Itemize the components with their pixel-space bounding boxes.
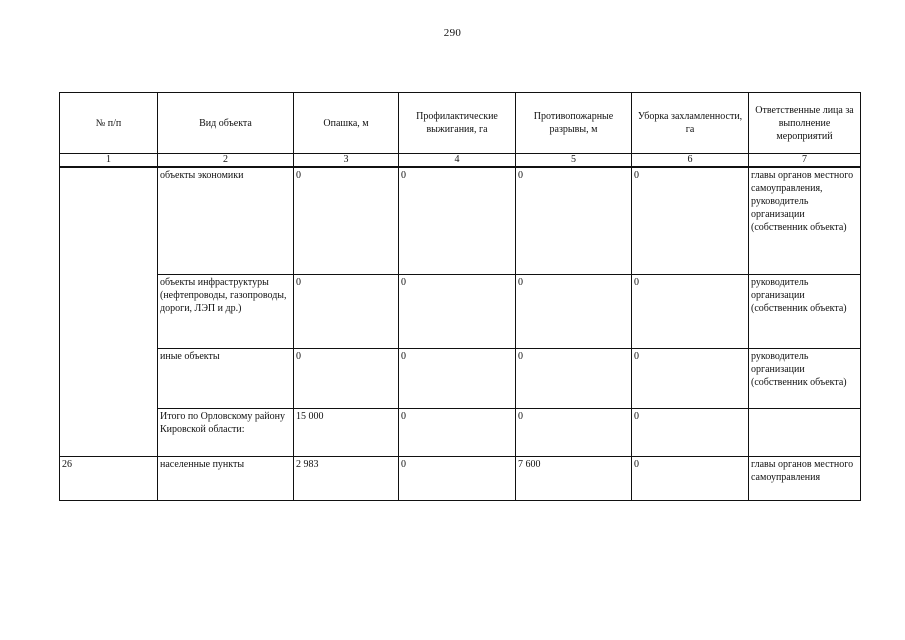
header-cleanup: Уборка захламленности, га — [632, 93, 749, 154]
measures-table — [59, 92, 861, 501]
column-number: 4 — [399, 154, 516, 168]
burning-cell: 0 — [399, 275, 516, 349]
responsible-cell — [749, 409, 861, 457]
cleanup-cell: 0 — [632, 275, 749, 349]
header-plowing: Опашка, м — [294, 93, 399, 154]
header-firebreaks: Противопожарные разрывы, м — [516, 93, 632, 154]
table-row — [60, 349, 861, 409]
column-number: 7 — [749, 154, 861, 168]
row-number-cell — [60, 167, 158, 457]
object-type-cell: иные объекты — [158, 349, 294, 409]
object-type-cell: населенные пункты — [158, 457, 294, 501]
table-row — [60, 275, 861, 349]
burning-cell: 0 — [399, 409, 516, 457]
header-object-type: Вид объекта — [158, 93, 294, 154]
responsible-cell: главы органов местного самоуправления, руководитель организации (собственник объекта) — [749, 167, 861, 275]
object-type-cell: объекты инфраструктуры (нефтепроводы, газопроводы, дороги, ЛЭП и др.) — [158, 275, 294, 349]
burning-cell: 0 — [399, 349, 516, 409]
plowing-cell: 0 — [294, 349, 399, 409]
responsible-cell: главы органов местного самоуправления — [749, 457, 861, 501]
responsible-cell: руководитель организации (собственник объекта) — [749, 349, 861, 409]
cleanup-cell: 0 — [632, 167, 749, 275]
firebreaks-cell: 0 — [516, 349, 632, 409]
header-number: № п/п — [60, 93, 158, 154]
table-row — [60, 167, 861, 275]
total-label-cell: Итого по Орловскому району Кировской области: — [158, 409, 294, 457]
firebreaks-cell: 0 — [516, 275, 632, 349]
table-header-row — [60, 93, 861, 154]
cleanup-cell: 0 — [632, 349, 749, 409]
table-row — [60, 457, 861, 501]
firebreaks-cell: 0 — [516, 409, 632, 457]
page-number: 290 — [443, 27, 462, 39]
firebreaks-cell: 7 600 — [516, 457, 632, 501]
cleanup-cell: 0 — [632, 409, 749, 457]
plowing-cell: 0 — [294, 167, 399, 275]
firebreaks-cell: 0 — [516, 167, 632, 275]
object-type-cell: объекты экономики — [158, 167, 294, 275]
column-number: 3 — [294, 154, 399, 168]
row-number-cell: 26 — [60, 457, 158, 501]
burning-cell: 0 — [399, 167, 516, 275]
header-burning: Профилактические выжигания, га — [399, 93, 516, 154]
column-number: 2 — [158, 154, 294, 168]
cleanup-cell: 0 — [632, 457, 749, 501]
table-total-row — [60, 409, 861, 457]
responsible-cell: руководитель организации (собственник объекта) — [749, 275, 861, 349]
plowing-cell: 15 000 — [294, 409, 399, 457]
plowing-cell: 2 983 — [294, 457, 399, 501]
column-number-row — [60, 154, 861, 168]
column-number: 6 — [632, 154, 749, 168]
column-number: 5 — [516, 154, 632, 168]
burning-cell: 0 — [399, 457, 516, 501]
header-responsible: Ответственные лица за выполнение мероприятий — [749, 93, 861, 154]
plowing-cell: 0 — [294, 275, 399, 349]
column-number: 1 — [60, 154, 158, 168]
